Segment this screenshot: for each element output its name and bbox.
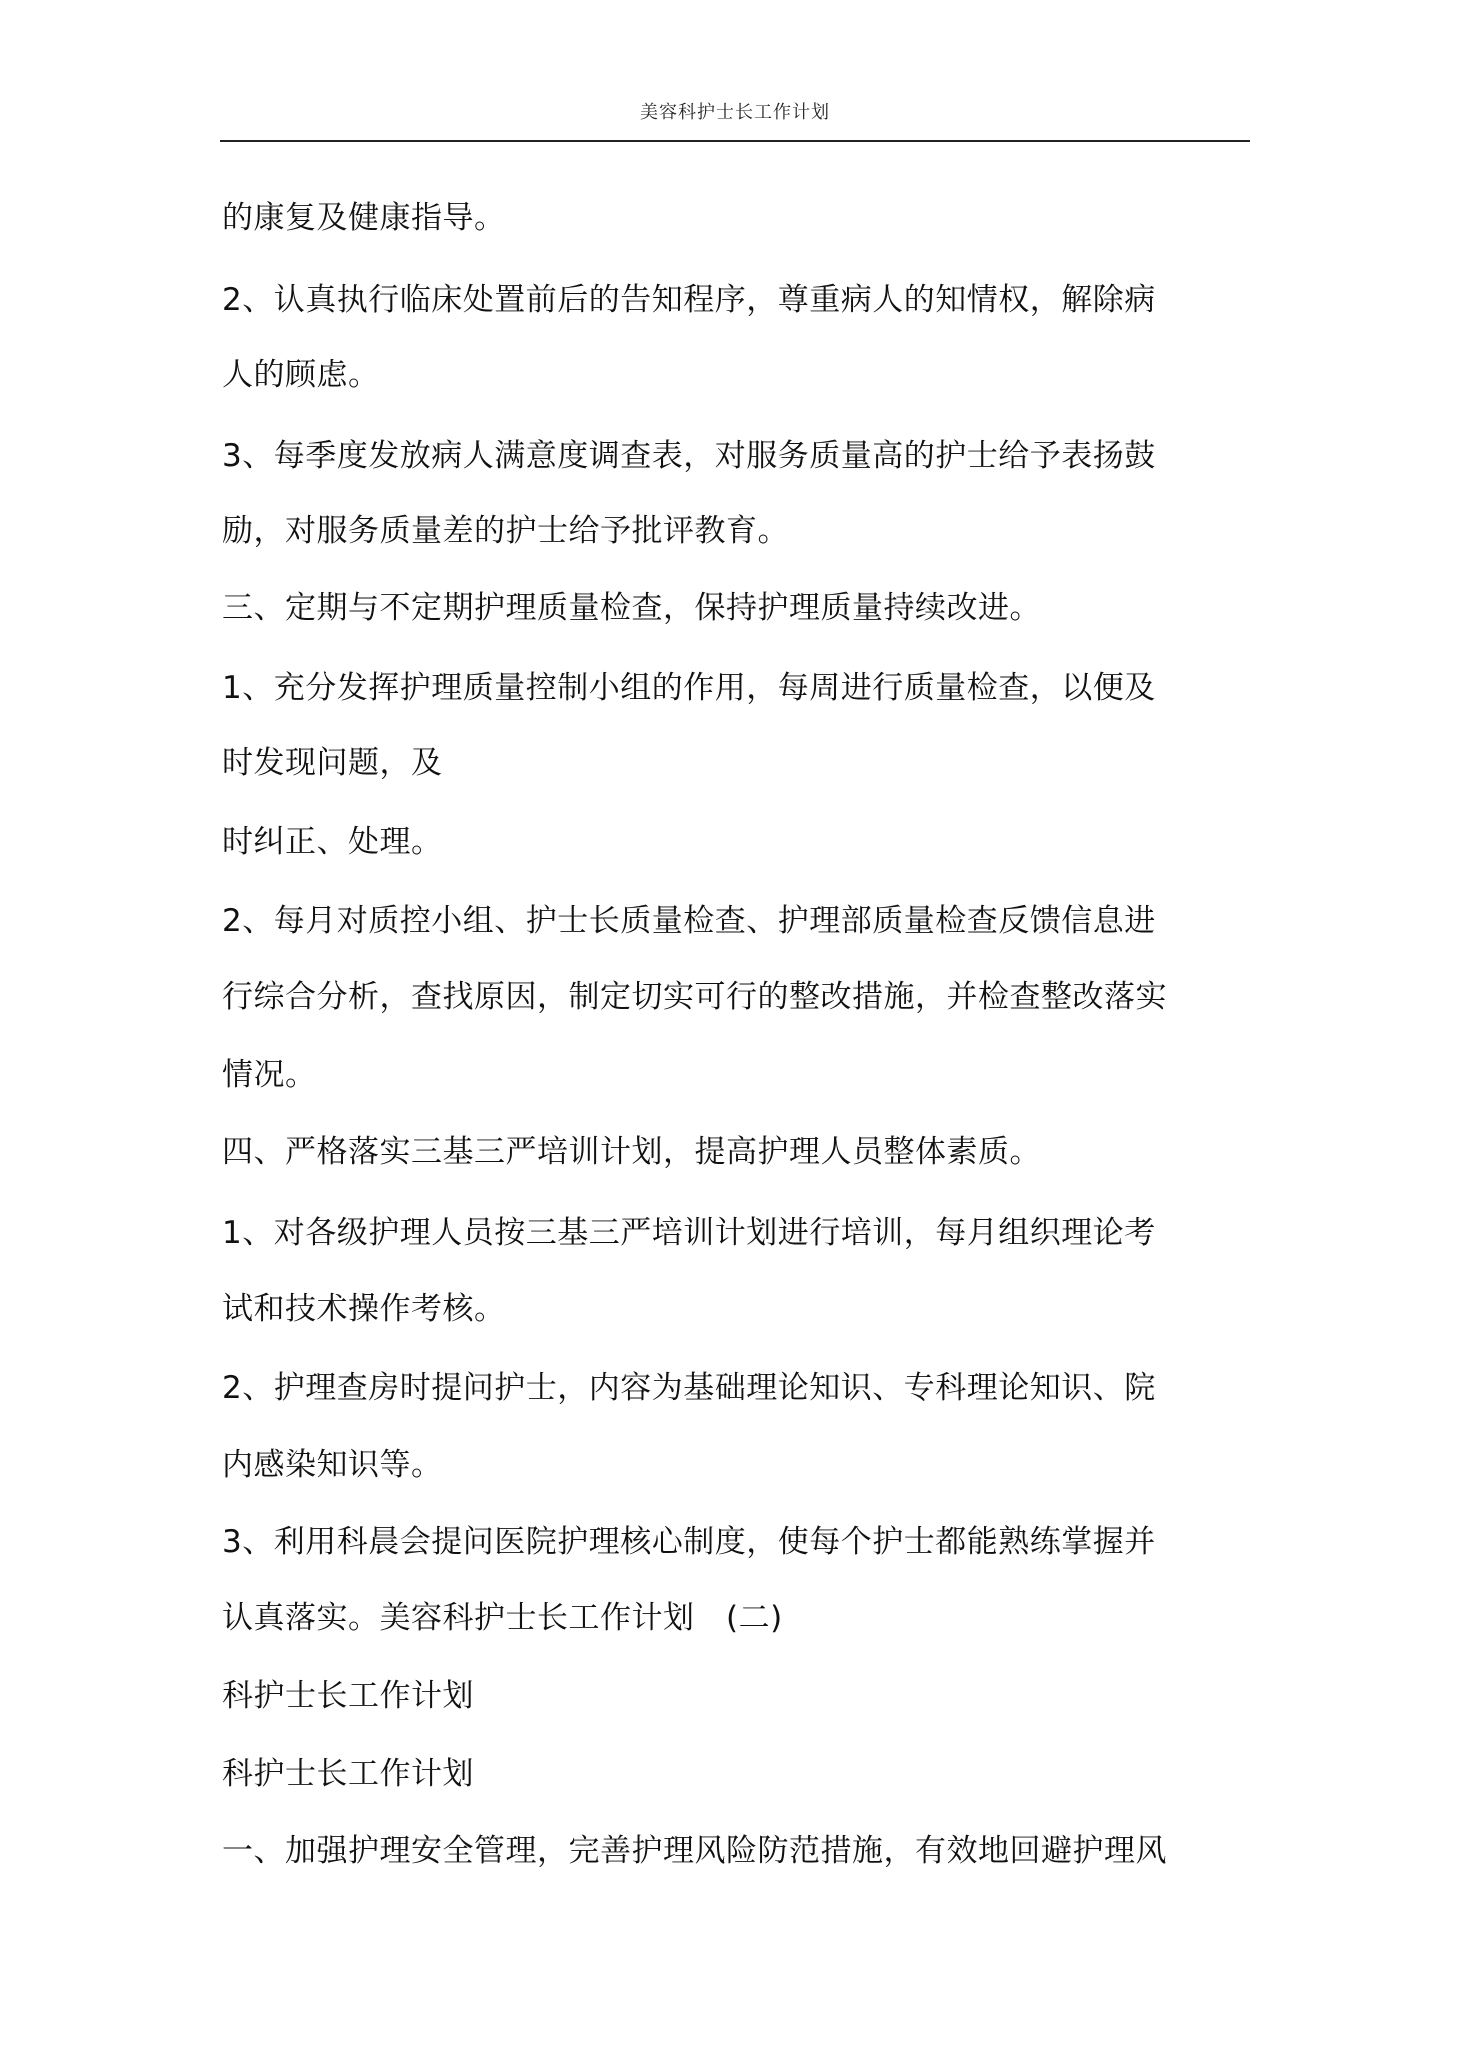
text-line: 情况。 [222,1057,317,1093]
text-line: 3、每季度发放病人满意度调查表，对服务质量高的护士给予表扬鼓 [222,438,1156,474]
text-line: 励，对服务质量差的护士给予批评教育。 [222,513,789,549]
text-line: 1、对各级护理人员按三基三严培训计划进行培训，每月组织理论考 [222,1215,1156,1251]
text-line: 科护士长工作计划 [222,1678,474,1714]
text-line: 人的顾虑。 [222,357,380,393]
text-line: 时纠正、处理。 [222,824,443,860]
page-header-title: 美容科护士长工作计划 [640,102,830,123]
header-divider [220,140,1250,142]
text-line: 3、利用科晨会提问医院护理核心制度，使每个护士都能熟练掌握并 [222,1524,1156,1560]
text-line: 三、定期与不定期护理质量检查，保持护理质量持续改进。 [222,590,1041,626]
text-line: 的康复及健康指导。 [222,200,506,236]
text-line: 2、认真执行临床处置前后的告知程序，尊重病人的知情权，解除病 [222,282,1156,318]
text-line: 试和技术操作考核。 [222,1291,506,1327]
text-line: 2、护理查房时提问护士，内容为基础理论知识、专科理论知识、院 [222,1370,1156,1406]
text-line: 科护士长工作计划 [222,1756,474,1792]
text-line: 四、严格落实三基三严培训计划，提高护理人员整体素质。 [222,1134,1041,1170]
text-line: 2、每月对质控小组、护士长质量检查、护理部质量检查反馈信息进 [222,903,1156,939]
text-line: 1、充分发挥护理质量控制小组的作用，每周进行质量检查，以便及 [222,670,1156,706]
text-line: 内感染知识等。 [222,1447,443,1483]
text-line: 时发现问题，及 [222,745,443,781]
text-line: 认真落实。美容科护士长工作计划 (二) [222,1600,783,1636]
text-line: 一、加强护理安全管理，完善护理风险防范措施，有效地回避护理风 [222,1833,1167,1869]
text-line: 行综合分析，查找原因，制定切实可行的整改措施，并检查整改落实 [222,979,1167,1015]
